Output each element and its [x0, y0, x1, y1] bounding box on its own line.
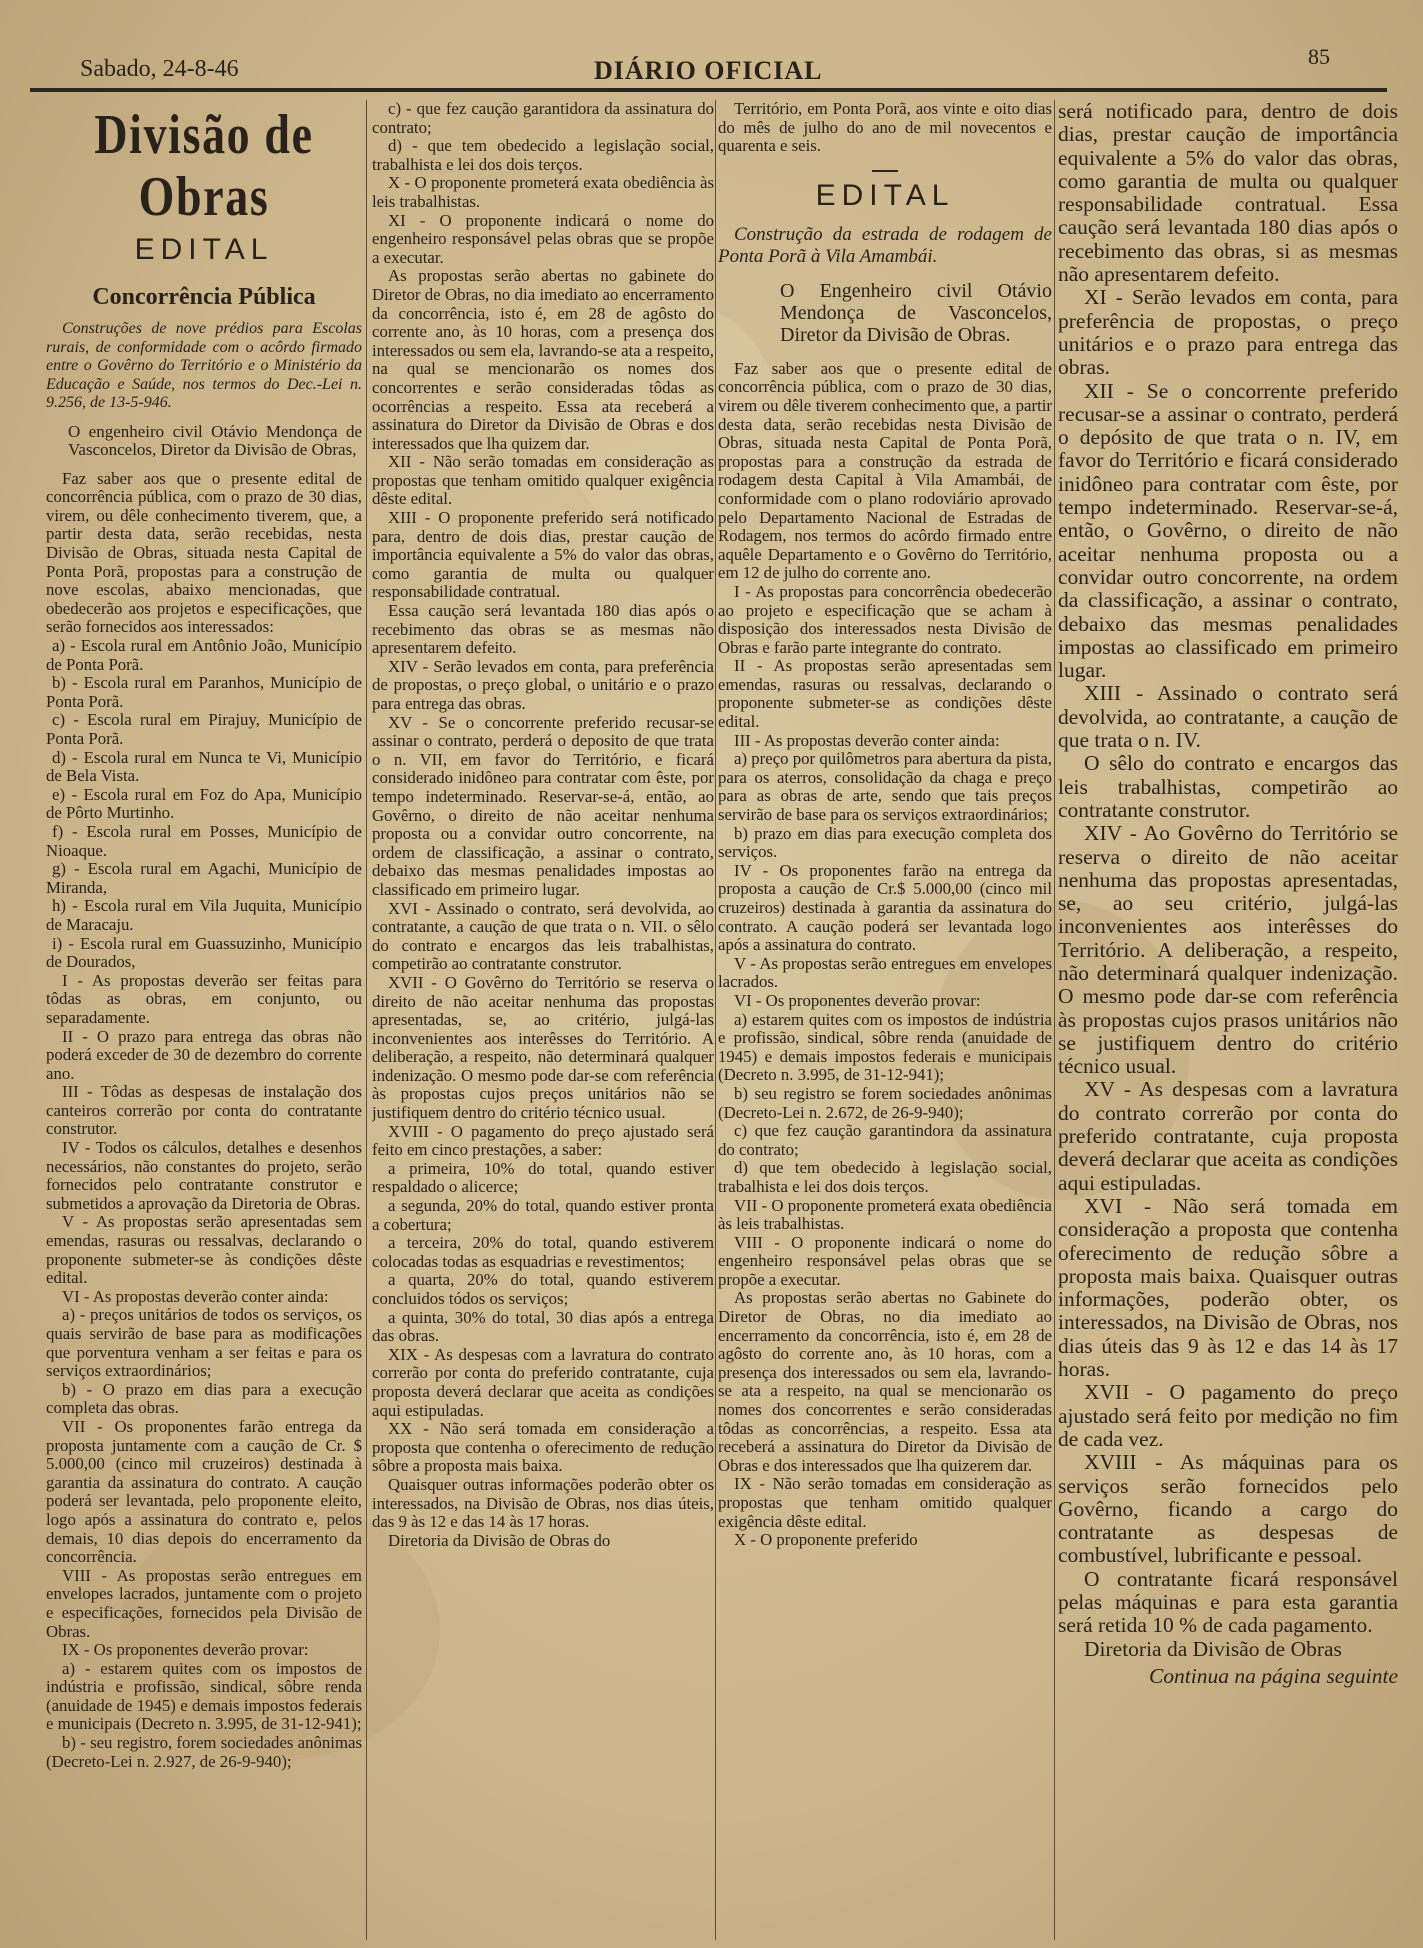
notice-subtitle: Construção da estrada de rodagem de Ponta Porã à Vila Amambái.: [718, 223, 1052, 267]
paragraph: g) - Escola rural em Agachi, Município de Miranda,: [46, 859, 362, 897]
issue-date: Sabado, 24-8-46: [80, 56, 239, 82]
paragraph: b) - seu registro, forem sociedades anônimas (Decreto-Lei n. 2.927, de 26-9-940);: [46, 1733, 362, 1771]
paragraph: I - As propostas deverão ser feitas para tôdas as obras, em conjunto, ou separadamente.: [46, 970, 362, 1027]
paragraph: IV - Os proponentes farão na entrega da proposta a caução de Cr.$ 5.000,00 (cinco mil cruzeiros) destinada à garantia da assinatura do contrato. A caução poderá ser levantada logo após a assinatura do contrato.: [718, 860, 1052, 955]
edital-heading: EDITAL: [815, 178, 955, 212]
paragraph: XVIII - O pagamento do preço ajustado será feito em cinco prestações, a saber:: [372, 1121, 714, 1160]
paragraph: VI - As propostas deverão conter ainda:: [62, 1286, 329, 1306]
paragraph: d) que tem obedecido à legislação social, trabalhista e lei dos dois terços.: [718, 1158, 1052, 1196]
paragraph: XX - Não será tomada em consideração a proposta que contenha o oferecimento de redução sôbre a proposta mais baixa.: [372, 1419, 714, 1476]
paragraph: a) estarem quites com os impostos de indústria e profissão, sindical, sôbre renda (anuidade de 1945) e demais impostos federais e municipais (Decreto n. 3.995, de 31-12-941);: [718, 1009, 1052, 1085]
paragraph: XVIII - As máquinas para os serviços serão fornecidos pelo Govêrno, ficando a cargo do contratante as despesas de combustível, lubrificante e pessoal.: [1058, 1450, 1398, 1568]
notice-subtitle: Construções de nove prédios para Escolas rurais, de conformidade com o acôrdo firmado entre o Govêrno do Território e o Ministério da Educação e Saúde, nos termos do Dec.-Lei n. 9.256, de 13-5-946.: [46, 320, 362, 411]
paragraph: b) seu registro se forem sociedades anônimas (Decreto-Lei n. 2.672, de 26-9-940);: [718, 1083, 1052, 1122]
masthead-rule: [30, 88, 1387, 92]
paragraph: XVII - O Govêrno do Território se reserva o direito de não aceitar nenhuma das propostas apresentadas, se, ao critério, julgá-las inconvenientes aos interêsses do Território. A deliberação, a respeito, não determinará qualquer indenização. O mesmo pode dar-se com referência às propostas cujos preços unitários não se justifiquem dentro do critério técnico usual.: [372, 972, 714, 1123]
paragraph: f) - Escola rural em Posses, Município de Nioaque.: [46, 821, 362, 860]
paragraph: b) - Escola rural em Paranhos, Município de Ponta Porã.: [46, 673, 362, 711]
paragraph: IV - Todos os cálculos, detalhes e desenhos necessários, não constantes do projeto, serão fornecidos pelo contratante construtor e submetidos a aprovação da Diretoria de Obras.: [46, 1138, 362, 1213]
paragraph: As propostas serão abertas no gabinete do Diretor de Obras, no dia imediato ao encerramento da concorrência, isto é, em 28 de agôsto do corrente ano, às 10 horas, com a presença dos interessados ou sem ela, lavrando-se ata a respeito, na qual se mencionarão os nomes dos concorrentes e serão consideradas tôdas as ocorrências a respeito. Essa ata receberá a assinatura do Diretor da Divisão de Obras e dos interessados que lha quizem dar.: [372, 266, 714, 453]
column-divider: [1054, 100, 1055, 1940]
paragraph: V - As propostas serão entregues em envelopes lacrados.: [718, 953, 1052, 992]
column-3: [718, 100, 1052, 1940]
paragraph: a primeira, 10% do total, quando estiver respaldado o alicerce;: [372, 1158, 714, 1197]
paragraph: XII - Não serão tomadas em consideração as propostas que tenham omitido qualquer exigência dêste edital.: [372, 452, 714, 509]
paragraph: c) - Escola rural em Pirajuy, Município de Ponta Porã.: [46, 710, 362, 748]
column-1: [46, 100, 362, 1940]
paragraph: O sêlo do contrato e encargos das leis trabalhistas, competirão ao contratante construtor.: [1058, 751, 1398, 822]
paragraph: XI - O proponente indicará o nome do engenheiro responsável pelas obras que se propõe a executar.: [372, 210, 714, 267]
paragraph: III - Tôdas as despesas de instalação dos canteiros correrão por conta do contratante construtor.: [46, 1082, 362, 1139]
masthead: [0, 0, 1423, 92]
paragraph: Diretoria da Divisão de Obras do: [388, 1530, 611, 1550]
column-2: [372, 100, 714, 1940]
paragraph: XV - Se o concorrente preferido recusar-se assinar o contrato, perderá o deposito de que trata o n. VII, em favor do Território, e ficará considerado inidôneo para contratar com êste, por tempo indeterminado. Reservar-se-á, então, ao Govêrno, o direito de não aceitar nenhuma proposta ou a convidar outro concorrente, na ordem de classificação, a assinar o contrato, debaixo das mesmas penalidades impostas ao classificado em primeiro lugar.: [372, 712, 714, 899]
separator-rule: [872, 170, 898, 172]
paragraph: a quinta, 30% do total, 30 dias após a entrega das obras.: [372, 1307, 714, 1346]
paragraph: Faz saber aos que o presente edital de concorrência pública, com o prazo de 30 dias, virem ou dêle tiverem conhecimento que, a partir desta data, serão recebidas nesta Divisão de Obras, situada nesta Capital de Ponta Porã, propostas para a construção da estrada de rodagem desta Capital à Vila Amambái, de conformidade com o plano rodoviário aprovado pelo Departamento Nacional de Estradas de Rodagem, nos termos do acôrdo firmado entre aquêle Departamento e o Govêrno do Território, em 12 de julho do corrente ano.: [718, 358, 1052, 583]
paragraph: h) - Escola rural em Vila Juquita, Município de Maracaju.: [46, 896, 362, 934]
paragraph: Essa caução será levantada 180 dias após o recebimento das obras se as mesmas não apresentarem defeito.: [372, 601, 714, 658]
paragraph: XI - Serão levados em conta, para preferência de propostas, o preço unitários e o prazo para entrega das obras.: [1058, 285, 1398, 380]
column-body: [718, 360, 1052, 1550]
paragraph: c) - que fez caução garantidora da assinatura do contrato;: [372, 100, 714, 137]
lead-paragraph: Território, em Ponta Porã, aos vinte e oito dias do mês de julho do ano de mil novecentos e quarenta e seis.: [718, 100, 1052, 156]
column-body: [372, 100, 714, 1550]
paragraph: a terceira, 20% do total, quando estiverem colocadas todas as esquadrias e revestimentos;: [372, 1233, 714, 1271]
paragraph: a) - preços unitários de todos os serviços, os quais servirão de base para as modificações que porventura venham a ser feitas e para os serviços extraordinários;: [46, 1305, 362, 1381]
paragraph: As propostas serão abertas no Gabinete do Diretor de Obras, no dia imediato ao encerramento da concorrência, isto é, em 28 de agôsto do corrente ano, às 10 horas, com a presença dos interessados ou sem ela, lavrando-se ata a respeito, na qual se mencionarão os nomes dos concorrentes e serão consideradas tôdas as concorrências, a respeito. Essa ata receberá a assinatura do Diretor da Divisão de Obras e dos interessados que lha quizerem dar.: [718, 1288, 1052, 1475]
section-title: Divisão de Obras: [94, 104, 314, 228]
paragraph: i) - Escola rural em Guassuzinho, Município de Dourados,: [46, 933, 362, 972]
paragraph: Diretoria da Divisão de Obras: [1084, 1636, 1342, 1661]
paragraph: VI - Os proponentes deverão provar:: [734, 990, 981, 1010]
paragraph: III - As propostas deverão conter ainda:: [734, 730, 1000, 750]
paragraph: a) - Escola rural em Antônio João, Município de Ponta Porã.: [46, 636, 362, 674]
paragraph: a quarta, 20% do total, quando estiverem concluidos tódos os serviços;: [372, 1270, 714, 1308]
paragraph: será notificado para, dentro de dois dias, prestar caução de importância equivalente a 5% do valor das obras, como garantia de multa ou qualquer responsabilidade contratual. Essa caução será levantada 180 dias após o recebimento das obras, si as mesmas não apresentarem defeito.: [1058, 100, 1398, 287]
paragraph: Faz saber aos que o presente edital de concorrência pública, com o prazo de 30 dias, virem, ou dêle conhecimento tiverem, que, a partir desta data, serão recebidas, nesta Divisão de Obras, situada nesta Capital de Ponta Porã, propostas para a construção de nove escolas, abaixo mencionadas, que obedecerão aos projetos e especificações, que serão fornecidos aos interessados:: [46, 468, 362, 637]
paragraph: d) - Escola rural em Nunca te Vi, Município de Bela Vista.: [46, 747, 362, 786]
paragraph: XIV - Ao Govêrno do Território se reserva o direito de não aceitar nenhuma das propostas apresentadas, se, ao seu critério, julgá-las inconvenientes aos interêsses do Território. A deliberação, a respeito, não determinará qualquer indenização. O mesmo pode dar-se com referência às propostas cujos prasos unitários não se justifiquem dentro do critério técnico usual.: [1058, 821, 1398, 1079]
page-number: 85: [1308, 44, 1330, 69]
paragraph: XVI - Assinado o contrato, será devolvida, ao contratante, a caução de que trata o n. VII. o sêlo do contrato e encargos das leis trabalhistas, competirão ao contratante construtor.: [372, 898, 714, 974]
paragraph: c) que fez caução garantindora da assinatura do contrato;: [718, 1121, 1052, 1159]
column-body: [46, 470, 362, 1772]
paragraph: IX - Os proponentes deverão provar:: [62, 1640, 309, 1660]
paragraph: IX - Não serão tomadas em consideração as propostas que tenham omitido qualquer exigência dêste edital.: [718, 1474, 1052, 1531]
notice-intro: O engenheiro civil Otávio Mendonça de Vasconcelos, Diretor da Divisão de Obras,: [68, 421, 362, 460]
paragraph: a) - estarem quites com os impostos de indústria e profissão, sindical, sôbre renda (anuidade de 1945) e demais impostos federais e municipais (Decreto n. 3.995, de 31-12-941);: [46, 1658, 362, 1734]
paragraph: XVI - Não será tomada em consideração a proposta que contenha oferecimento de redução sôbre a proposta mais baixa. Quaisquer outras informações, poderão obter, os interessados, na Divisão de Obras, nos dias úteis das 9 às 12 e das 14 às 17 horas.: [1058, 1193, 1398, 1382]
paragraph: VIII - O proponente indicará o nome do engenheiro responsável pelas obras que se propõe a executar.: [718, 1232, 1052, 1289]
newspaper-title: DIÁRIO OFICIAL: [594, 56, 823, 85]
notice-intro: O Engenheiro civil Otávio Mendonça de Vasconcelos, Diretor da Divisão de Obras.: [780, 279, 1052, 346]
column-divider: [715, 100, 716, 1940]
paragraph: d) - que tem obedecido a legislação social, trabalhista e lei dos dois terços.: [372, 136, 714, 174]
paragraph: XVII - O pagamento do preço ajustado será feito por medição no fim de cada vez.: [1058, 1380, 1398, 1451]
paragraph: XV - As despesas com a lavratura do contrato correrão por conta do preferido contratante, cuja proposta deverá declarar que aceita as condições aqui estipuladas.: [1058, 1077, 1398, 1195]
paragraph: V - As propostas serão apresentadas sem emendas, rasuras ou ressalvas, declarando o proponente submeter-se às condições dêste edital.: [46, 1212, 362, 1288]
paragraph: b) prazo em dias para execução completa dos serviços.: [718, 823, 1052, 862]
continued-note: Continua na página seguinte: [1148, 1663, 1398, 1688]
paragraph: a) preço por quilômetros para abertura da pista, para os aterros, consolidação da chaga e preço para as obras de arte, sendo que tais preços servirão de base para os serviços extraordinários;: [718, 749, 1052, 825]
paragraph: II - As propostas serão apresentadas sem emendas, rasuras ou ressalvas, declarando o proponente submeter-se as condições dêste edital.: [718, 656, 1052, 732]
paragraph: Quaisquer outras informações poderão obter os interessados, na Divisão de Obras, nos dias úteis, das 9 às 12 e das 14 às 17 horas.: [372, 1474, 714, 1532]
paragraph: XIII - O proponente preferido será notificado para, dentro de dois dias, prestar caução de importância equivalente a 5% do valor das obras, como garantia de multa ou qualquer responsabilidade contratual.: [372, 508, 714, 602]
edital-heading: EDITAL: [134, 233, 274, 266]
paragraph: e) - Escola rural em Foz do Apa, Município de Pôrto Murtinho.: [46, 784, 362, 823]
column-4: [1058, 100, 1398, 1940]
paragraph: XII - Se o concorrente preferido recusar-se a assinar o contrato, perderá o depósito de que trata o n. IV, em favor do Território e ficará considerado inidôneo para contratar com êste, por tempo indeterminado. Reservar-se-á, então, o Govêrno, o direito de não aceitar nenhuma proposta ou a convidar outro concorrente, na ordem da classificação, a assinar o contrato, debaixo das mesmas penalidades impostas ao classificado em primeiro lugar.: [1058, 378, 1398, 683]
notice-heading: Concorrência Pública: [92, 284, 316, 310]
paragraph: X - O proponente preferido: [734, 1530, 918, 1550]
paragraph: XIV - Serão levados em conta, para preferência de propostas, o preço global, o unitário e o prazo para entrega das obras.: [372, 656, 714, 713]
column-body: [1058, 100, 1398, 1661]
paragraph: O contratante ficará responsável pelas máquinas e para esta garantia será retida 10 % de cada pagamento.: [1058, 1566, 1398, 1638]
paragraph: XIX - As despesas com a lavratura do contrato correrão por conta do preferido contratante, cuja proposta deverá declarar que aceita as condições aqui estipuladas.: [372, 1344, 714, 1420]
column-divider: [366, 100, 367, 1940]
paragraph: VII - O proponente prometerá exata obediência às leis trabalhistas.: [718, 1195, 1052, 1234]
paragraph: I - As propostas para concorrência obedecerão ao projeto e especificação que se acham à disposição dos interessados nesta Divisão de Obras e farão parte integrante do contrato.: [718, 581, 1052, 657]
paragraph: b) - O prazo em dias para a execução completa das obras.: [46, 1379, 362, 1418]
paragraph: VII - Os proponentes farão entrega da proposta juntamente com a caução de Cr. $ 5.000,00 (cinco mil cruzeiros) destinada à garantia da assinatura do contrato. A caução poderá ser levantada, pelo proponente eleito, logo após a assinatura do contrato e, pelos demais, 10 dias depois do encerramento da concorrência.: [46, 1416, 362, 1567]
paragraph: VIII - As propostas serão entregues em envelopes lacrados, juntamente com o projeto e especificações, fornecidos pela Divisão de Obras.: [46, 1565, 362, 1641]
paragraph: XIII - Assinado o contrato será devolvida, ao contratante, a caução de que trata o n. IV.: [1058, 681, 1398, 753]
paragraph: a segunda, 20% do total, quando estiver pronta a cobertura;: [372, 1196, 714, 1234]
paragraph: II - O prazo para entrega das obras não poderá exceder de 30 de dezembro do corrente ano.: [46, 1026, 362, 1083]
paragraph: X - O proponente prometerá exata obediência às leis trabalhistas.: [372, 173, 714, 211]
